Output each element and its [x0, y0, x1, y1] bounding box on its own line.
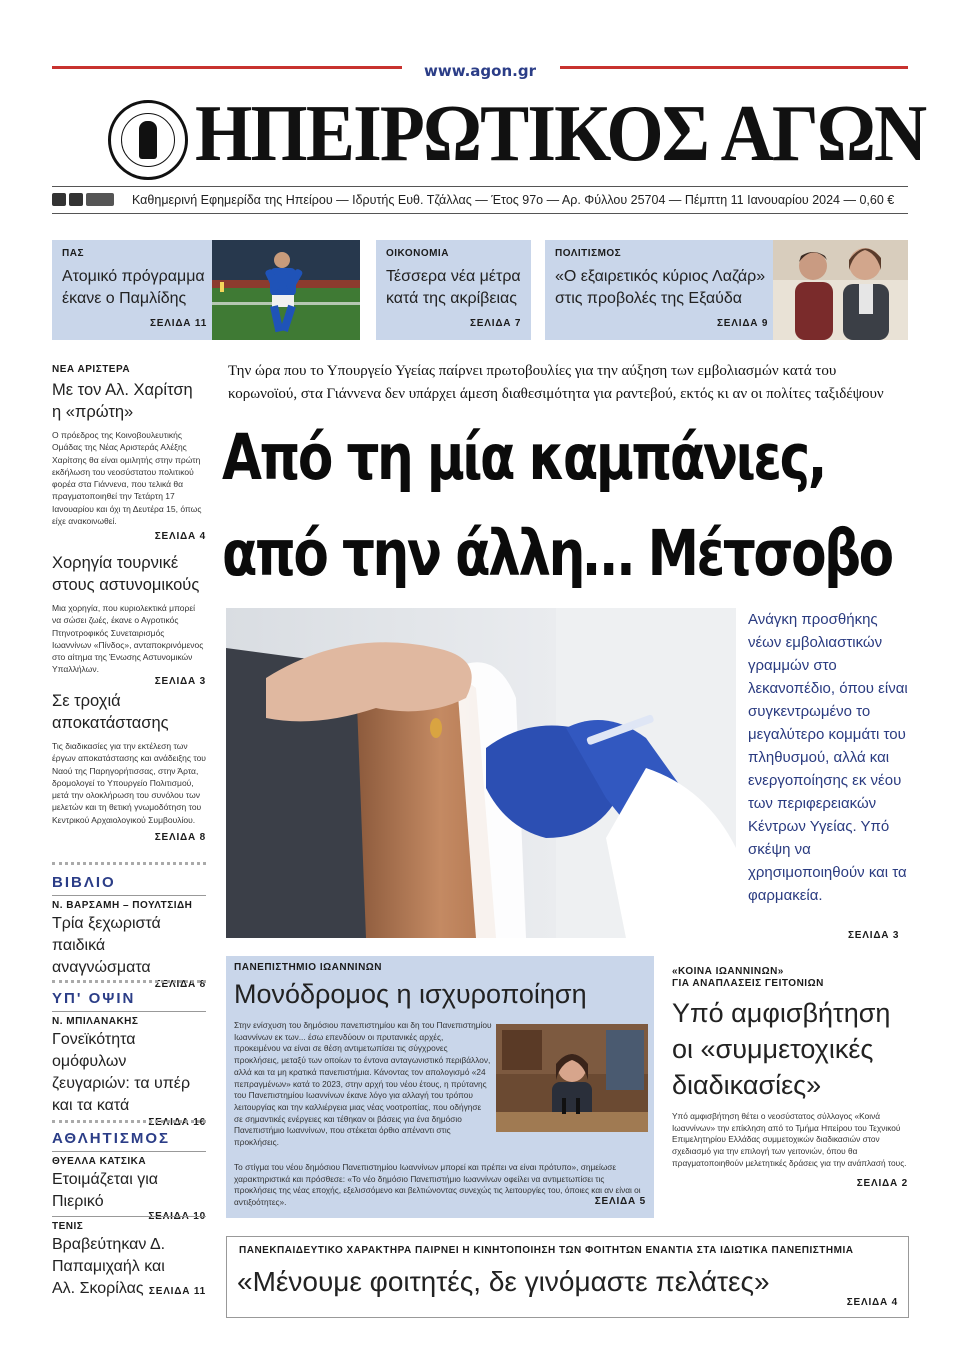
main-page: ΣΕΛΙΔΑ 3 — [848, 930, 900, 941]
article-kicker: ΤΕΝΙΣ — [52, 1221, 84, 1232]
website-url[interactable]: www.agon.gr — [424, 62, 536, 80]
teaser-culture[interactable] — [545, 240, 908, 340]
article-page: ΣΕΛΙΔΑ 3 — [154, 675, 206, 687]
article-kicker: ΘΥΕΛΛΑ ΚΑΤΣΙΚΑ — [52, 1156, 147, 1167]
article-title: «Μένουμε φοιτητές, δε γινόμαστε πελάτες» — [237, 1266, 770, 1297]
teaser-page: ΣΕΛΙΔΑ 9 — [717, 318, 769, 329]
teaser-page: ΣΕΛΙΔΑ 7 — [470, 318, 522, 329]
article-title: Ετοιμάζεται για Πιερικό — [52, 1171, 159, 1210]
teaser-pas[interactable] — [52, 240, 360, 340]
main-subtitle: Την ώρα που το Υπουργείο Υγείας παίρνει πρωτοβουλίες για την αύξηση των εμβολιασμών κατά του κορωνοϊού, στα Γιάννενα δεν υπάρχει άμεση διαθεσιμότητα για ραντεβού, εκτός κι αν οι πολίτες ταξιδέψουν — [228, 363, 884, 402]
teaser-kicker: ΠΟΛΙΤΙΣΜΟΣ — [555, 248, 622, 259]
article-title: Σε τροχιά αποκατάστασης — [52, 692, 169, 732]
dotted-separator — [52, 1120, 206, 1123]
teaser-kicker: ΟΙΚΟΝΟΜΙΑ — [386, 248, 449, 259]
seal-logo — [108, 100, 188, 180]
teaser-economy[interactable] — [376, 240, 531, 340]
article-kicker: ΠΑΝΕΚΠΑΙΔΕΥΤΙΚΟ ΧΑΡΑΚΤΗΡΑ ΠΑΙΡΝΕΙ Η ΚΙΝΗΤΟΠΟΙΗΣΗ ΤΩΝ ΦΟΙΤΗΤΩΝ ΕΝΑΝΤΙΑ ΣΤΑ ΙΔΙΩΤΙΚΑ ΠΑΝΕΠΙΣΤΗΜΙΑ — [239, 1245, 854, 1256]
left-article-3[interactable] — [52, 690, 206, 843]
rector-photo — [496, 1024, 648, 1132]
article-title: Υπό αμφισβήτηση οι «συμμετοχικές διαδικασίες» — [672, 998, 891, 1100]
article-page: ΣΕΛΙΔΑ 2 — [856, 1177, 908, 1189]
article-title: Χορηγία τουρνικέ στους αστυνομικούς — [52, 554, 200, 594]
article-body: Ο πρόεδρος της Κοινοβουλευτικής Ομάδας της Νέας Αριστεράς Αλέξης Χαρίτσης θα είναι ομιλητής στην πρώτη εκδήλωση του νεοσύστατου πολιτικού φορέα στα Γιάννενα, που τελικά θα πραγματοποιηθεί την Τετάρτη 17 Ιανουαρίου και όχι τη Δευτέρα 15, όπως είχε ανακοινωθεί. — [52, 430, 202, 527]
issue-info: Καθημερινή Εφημερίδα της Ηπείρου — Ιδρυτής Ευθ. Τζάλλας — Έτος 97ο — Αρ. Φύλλου 25704 — Πέμπτη 11 Ιανουαρίου 2024 — 0,60 € — [132, 193, 895, 207]
article-title: Γονεϊκότητα ομόφυλων ζευγαριών: τα υπέρ και τα κατά — [52, 1031, 191, 1114]
article-kicker: Ν. ΜΠΙΛΑΝΑΚΗΣ — [52, 1016, 139, 1027]
left-sport[interactable] — [52, 1156, 206, 1222]
teaser-kicker: ΠΑΣ — [62, 248, 84, 259]
partner-logos-icon — [52, 193, 114, 206]
teaser-page: ΣΕΛΙΔΑ 11 — [150, 318, 208, 329]
article-page: ΣΕΛΙΔΑ 4 — [154, 531, 206, 543]
football-player-photo — [212, 240, 360, 340]
article-page: ΣΕΛΙΔΑ 16 — [148, 1117, 206, 1128]
info-bar — [52, 186, 908, 214]
section-sport: ΑΘΛΗΤΙΣΜΟΣ — [52, 1130, 206, 1152]
article-body: Τις διαδικασίες για την εκτέλεση των έργων αποκατάστασης και ανάδειξης του Ναού της Παρηγορήτισσας, στην Άρτα, δρομολογεί το Υπουργείο Πολιτισμού, μετά την ολοκλήρωση του συνόλου των μελετών και τη θετική γνωμοδότηση του Κεντρικού Αρχαιολογικού Συμβουλίου. — [52, 741, 206, 825]
article-body-1: Στην ενίσχυση του δημόσιου πανεπιστημίου και δη του Πανεπιστημίου Ιωαννίνων εκ των... έσω επενδύουν οι πρυτανικές αρχές, προκειμένου να είναι σε θέση αντιμετωπίσει τις σύγχρονες προκλήσεις, μεταξύ των οποίων το έντονα ανταγωνιστικό περιβάλλον, αλλά και τα μη κρατικά πανεπιστήμια. Κάνοντας τον απολογισμό «24 πεπραγμένων» κατά το 2023, στην αρχή του νέου έτους, η πρύτανης του Πανεπιστημίου Ιωαννίνων έκανε λόγο για αλλαγή του τρόπου λειτουργίας και την καλλιέργεια μιας νέας νοοτροπίας, που οδήγησε σε σημαντικές ενέργειες και τέθηκαν οι βάσεις για ένα δημόσιο Πανεπιστήμιο Ιωαννίνων, που στέκεται όρθιο απέναντι στις προκλήσεις. — [234, 1020, 492, 1148]
main-headline[interactable] — [222, 410, 892, 602]
university-article[interactable] — [226, 956, 654, 1218]
article-page: ΣΕΛΙΔΑ 11 — [148, 1286, 206, 1297]
teaser-title: Ατομικό πρόγραμμα έκανε ο Παμλίδης — [62, 268, 205, 307]
neighborhoods-article[interactable] — [672, 966, 908, 1189]
article-kicker: ΝΕΑ ΑΡΙΣΤΕΡΑ — [52, 364, 131, 375]
teaser-title: Τέσσερα νέα μέτρα κατά της ακρίβειας — [386, 268, 521, 307]
headline-line-1: Από τη μία καμπάνιες, — [222, 421, 825, 494]
article-body-2: Το στίγμα του νέου δημόσιου Πανεπιστημίου Ιωαννίνων μπορεί και πρέπει να είναι πρότυπο», σημείωσε χαρακτηριστικά και πρόσθεσε: «Το νέο δημόσιο Πανεπιστήμιο Ιωαννίνων οφείλει να αντιμετωπίσει τις προκλήσεις της νέας εποχής, εξελισσόμενο και βελτιώνοντας συνεχώς τις λειτουργίες του, όποιες και αν είναι οι αντιξοότητες». — [234, 1162, 641, 1208]
article-body: Μια χορηγία, που κυριολεκτικά μπορεί να σώσει ζωές, έκανε ο Αγροτικός Πτηνοτροφικός Συνεταιρισμός Ιωαννίνων «Πίνδος», ανταποκρινόμενος στο αίτημα της Ένωσης Αστυνομικών Υπαλλήλων. — [52, 603, 204, 675]
article-title: Με τον Αλ. Χαρίτση η «πρώτη» — [52, 381, 193, 421]
article-title: Μονόδρομος η ισχυροποίηση — [234, 979, 587, 1009]
left-article-1[interactable] — [52, 364, 206, 542]
article-title: Τρία ξεχωριστά παιδικά αναγνώσματα — [52, 915, 161, 976]
article-page: ΣΕΛΙΔΑ 8 — [154, 832, 206, 844]
article-kicker: Ν. ΒΑΡΣΑΜΗ – ΠΟΥΛΤΣΙΔΗ — [52, 900, 193, 911]
article-title: Βραβεύτηκαν Δ. Παπαμιχαήλ και Αλ. Σκορίλας — [52, 1236, 166, 1297]
article-page: ΣΕΛΙΔΑ 10 — [148, 1211, 206, 1222]
left-article-2[interactable] — [52, 552, 206, 687]
section-view: ΥΠ' ΟΨΙΝ — [52, 990, 206, 1012]
article-kicker-1: «ΚΟΙΝΑ ΙΩΑΝΝΙΝΩΝ» — [672, 966, 784, 977]
article-kicker-2: ΓΙΑ ΑΝΑΠΛΑΣΕΙΣ ΓΕΙΤΟΝΙΩΝ — [672, 978, 824, 989]
article-page: ΣΕΛΙΔΑ 4 — [846, 1297, 898, 1308]
article-body: Υπό αμφισβήτηση θέτει ο νεοσύστατος σύλλογος «Κοινά Ιωαννίνων» την επίκληση από το Τμήμα Ηπείρου του Τεχνικού Επιμελητηρίου Ελλάδας συμμετοχικών διαδικασιών στον σχεδιασμό για την επιλογή των γειτονιών, όπου θα πραγματοποιηθούν μελετητικές δράσεις για την ανάπλασή τους. — [672, 1111, 907, 1168]
headline-line-2: από την άλλη… Μέτσοβο — [222, 517, 892, 590]
dotted-separator — [52, 862, 206, 865]
left-book[interactable] — [52, 900, 206, 990]
article-page: ΣΕΛΙΔΑ 5 — [594, 1196, 646, 1207]
film-actors-photo — [773, 240, 908, 340]
dotted-separator — [52, 980, 206, 983]
students-article[interactable] — [226, 1236, 909, 1318]
left-tennis[interactable] — [52, 1216, 206, 1297]
article-kicker: ΠΑΝΕΠΙΣΤΗΜΙΟ ΙΩΑΝΝΙΝΩΝ — [234, 962, 383, 973]
teaser-title: «Ο εξαιρετικός κύριος Λαζάρ» στις προβολές της Εξαύδα — [555, 268, 766, 307]
left-view[interactable] — [52, 1016, 206, 1128]
article-page: ΣΕΛΙΔΑ 8 — [154, 979, 206, 990]
newspaper-title: ΗΠΕΙΡΩΤΙΚΟΣ ΑΓΩΝ — [195, 90, 926, 178]
vaccination-photo — [226, 608, 736, 938]
section-book: ΒΙΒΛΙΟ — [52, 874, 206, 896]
main-side-text: Ανάγκη προσθήκης νέων εμβολιαστικών γραμμών στο λεκανοπέδιο, όπου είναι συγκεντρωμένο το μεγαλύτερο κομμάτι του πληθυσμού, αλλά και ενεργοποίησης εκ νέου των περιφερειακών Κέντρων Υγείας. Υπό σκέψη να χρησιμοποιηθούν και τα φαρμακεία. — [748, 611, 908, 904]
